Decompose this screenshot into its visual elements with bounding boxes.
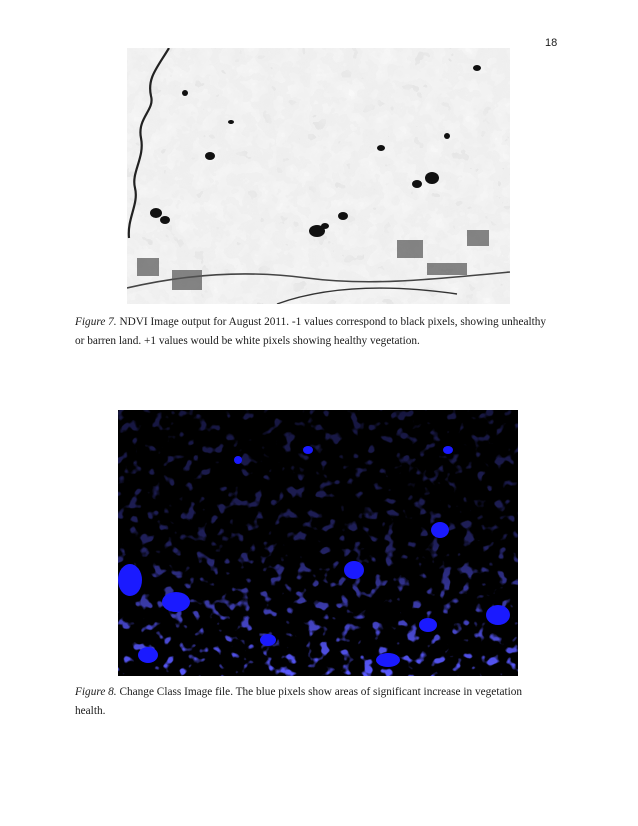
change-class-figure-image [118, 410, 518, 676]
figure8-caption-text: Change Class Image file. The blue pixels show areas of significant increase in vegetation health. [75, 686, 523, 717]
figure7-label: Figure 7. [75, 316, 117, 328]
figure7-caption-text: NDVI Image output for August 2011. -1 values correspond to black pixels, showing unhealthy or barren land. +1 values would be white pixels showing healthy vegetation. [75, 316, 547, 347]
figure7-caption [75, 313, 555, 351]
ndvi-figure-image [127, 48, 510, 304]
figure8-label: Figure 8. [75, 686, 117, 698]
figure8-caption [75, 683, 555, 721]
page-number: 18 [545, 37, 558, 49]
